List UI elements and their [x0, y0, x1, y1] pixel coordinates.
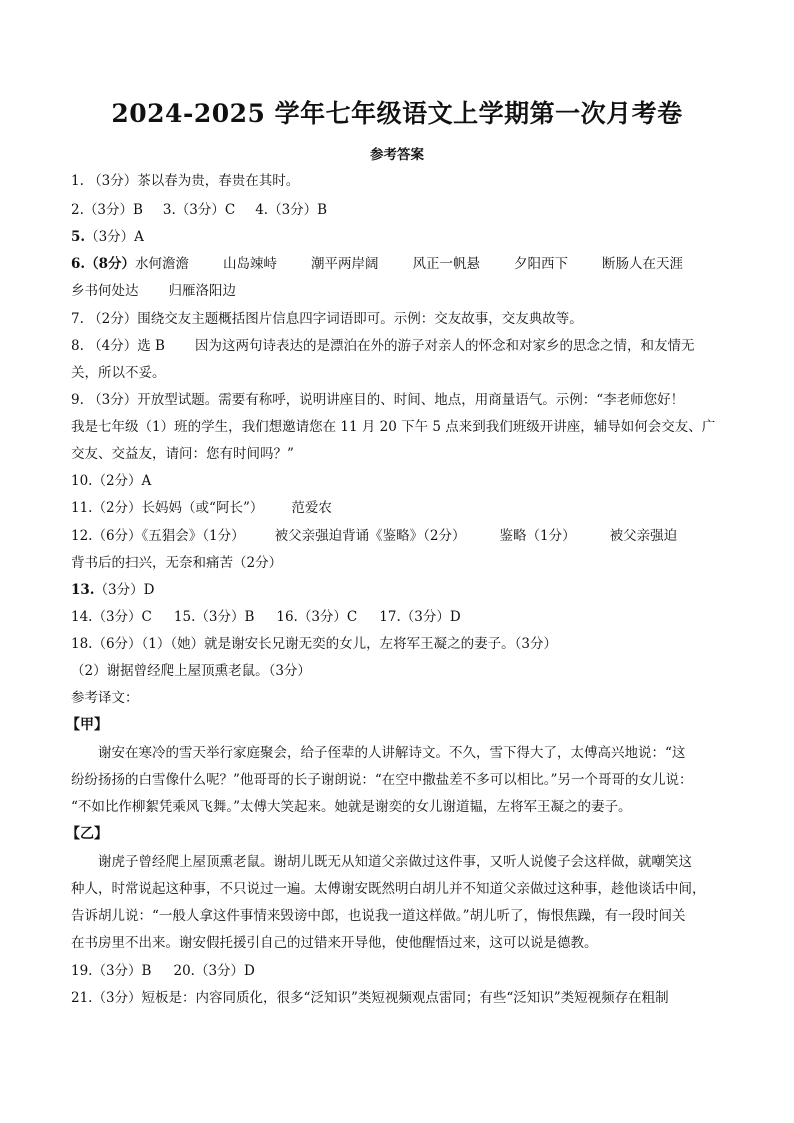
answer-20: 20.（3分）D [173, 963, 255, 979]
answer-6-line-2 [71, 282, 236, 300]
answers-19-20 [71, 962, 255, 980]
answer-11-part-2: 范爱农 [291, 500, 332, 516]
answer-13-number: 13. [71, 582, 95, 598]
yi-paragraph-line: 在书房里不出来。谢安假托援引自己的过错来开导他，使他醒悟过来，这可以说是德教。 [71, 935, 598, 951]
answer-12-part: 被父亲强迫 [609, 528, 678, 544]
answer-9-line-1: 9. （3分）开放型试题。需要有称呼，说明讲座目的、时间、地点，用商量语气。示例：“李老师您好！ [71, 392, 685, 408]
answer-21: 21.（3分）短板是：内容同质化，很多“泛知识”类短视频观点雷同；有些“泛知识”类短视频存在粗制 [71, 990, 669, 1006]
reference-translation-label: 参考译文： [71, 690, 139, 706]
answer-6-item: 断肠人在天涯 [602, 256, 683, 272]
jia-paragraph-line: “不如比作柳絮凭乘风飞舞。”太傅大笑起来。她就是谢奕的女儿谢道韫，左将军王凝之的妻子。 [71, 799, 632, 815]
answer-6-item: 水何澹澹 [135, 256, 189, 272]
answer-6-item: 风正一帆悬 [412, 256, 480, 272]
answer-18-line-1: 18.（6分）（1）（她）就是谢安长兄谢无奕的女儿，左将军王凝之的妻子。（3分） [71, 636, 557, 652]
answer-5-number: 5. [71, 229, 86, 245]
answer-2: 2.（3分）B [71, 202, 143, 218]
answer-8-line-1 [71, 337, 694, 355]
answer-6-item: 夕阳西下 [514, 256, 568, 272]
answer-8-choice: 8. （4分）选 B [71, 338, 165, 354]
answer-11 [71, 499, 332, 517]
answer-6-item: 山岛竦峙 [223, 256, 277, 272]
answer-6-line-1 [71, 255, 683, 273]
answer-10: 10.（2分）A [71, 473, 152, 489]
answer-key-heading: 参考答案 [370, 147, 424, 163]
answer-19: 19.（3分）B [71, 963, 152, 979]
jia-paragraph-line: 纷纷扬扬的白雪像什么呢？”他哥哥的长子谢朗说：“在空中撒盐差不多可以相比。”另一个哥哥的女儿说： [71, 772, 693, 788]
answer-12-part: 12.（6分）《五猖会》（1分） [71, 528, 245, 544]
section-yi-label: 【乙】 [66, 826, 108, 842]
answer-6-item: 潮平两岸阔 [311, 256, 379, 272]
answer-15: 15.（3分）B [173, 609, 255, 625]
answer-16: 16.（3分）C [276, 609, 358, 625]
answer-9-line-2: 我是七年级（1）班的学生，我们想邀请您在 11 月 20 下午 5 点来到我们班级开讲座，辅导如何会交友、广 [71, 419, 716, 435]
answer-6-number: 6.（8分） [71, 256, 135, 272]
answer-13-text: （3分）D [94, 582, 155, 598]
answer-3: 3.（3分）C [162, 202, 236, 218]
answer-11-part-1: 11.（2分）长妈妈（或“阿长”） [71, 500, 264, 516]
answers-14-17 [71, 608, 461, 626]
answer-12-line-1 [71, 527, 677, 545]
answer-14: 14.（3分）C [71, 609, 152, 625]
answer-12-line-2: 背书后的扫兴，无奈和痛苦（2分） [71, 555, 283, 571]
answer-5-text: （3分）A [85, 229, 144, 245]
yi-paragraph-line: 告诉胡儿说：“一般人拿这件事情来毁谤中郎，也说我一道这样做。”胡儿听了，悔恨焦躁，有一段时间关 [71, 908, 686, 924]
answer-13 [71, 581, 154, 599]
answer-6-item: 乡书何处达 [71, 283, 139, 299]
answer-8-reason: 因为这两句诗表达的是漂泊在外的游子对亲人的怀念和对家乡的思念之情，和友情无 [194, 338, 695, 354]
answer-9-line-3: 交友、交益友，请问：您有时间吗？” [71, 446, 294, 462]
answer-17: 17.（3分）D [379, 609, 461, 625]
answers-2-4 [71, 201, 327, 219]
answer-6-item: 归雁洛阳边 [168, 283, 236, 299]
yi-paragraph-line: 种人，时常说起这种事，不只说过一遍。太傅谢安既然明白胡儿并不知道父亲做过这种事，趁他谈话中间， [71, 881, 706, 897]
answer-1: 1. （3分）茶以春为贵，春贵在其时。 [71, 173, 300, 189]
answer-5 [71, 228, 144, 246]
yi-paragraph-line: 谢虎子曾经爬上屋顶熏老鼠。谢胡儿既无从知道父亲做过这件事，又听人说傻子会这样做，就嘲笑这 [98, 854, 692, 870]
answer-18-line-2: （2）谢据曾经爬上屋顶熏老鼠。（3分） [71, 663, 311, 679]
page-title: 2024-2025 学年七年级语文上学期第一次月考卷 [111, 99, 683, 128]
answer-7: 7. （2分）围绕交友主题概括图片信息四字词语即可。示例：交友故事，交友典故等。 [71, 311, 583, 327]
answer-8-line-2: 关，所以不妥。 [71, 365, 166, 381]
answer-4: 4.（3分）B [255, 202, 328, 218]
section-jia-label: 【甲】 [66, 717, 108, 733]
jia-paragraph-line: 谢安在寒冷的雪天举行家庭聚会，给子侄辈的人讲解诗文。不久，雪下得大了，太傅高兴地说：“这 [98, 745, 686, 761]
answer-12-part: 鉴略（1分） [499, 528, 576, 544]
answer-12-part: 被父亲强迫背诵《鉴略》（2分） [274, 528, 466, 544]
